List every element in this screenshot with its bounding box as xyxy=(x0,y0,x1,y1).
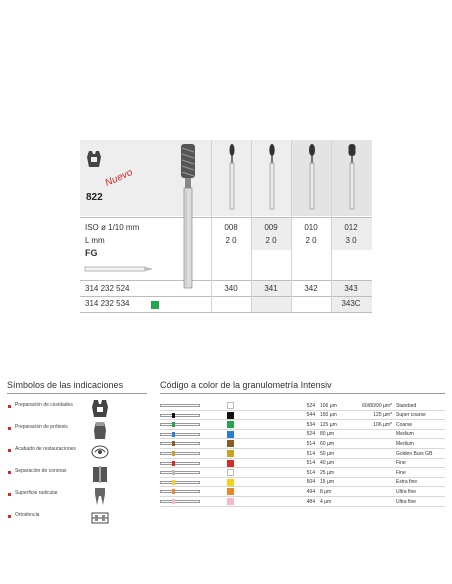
length-label: L mm xyxy=(85,236,105,245)
grit-ring-icon xyxy=(172,461,175,466)
bur-illustration-012 xyxy=(346,140,358,210)
grit-ring-icon xyxy=(172,413,175,418)
grit-name: Coarse xyxy=(396,421,413,428)
indication-item xyxy=(7,464,157,484)
length-value: 3 0 xyxy=(345,236,357,245)
ref-value: 343 xyxy=(344,284,358,293)
grit-micron: 150 µm xyxy=(320,412,337,419)
ref-value: 342 xyxy=(304,284,318,293)
iso-size: 010 xyxy=(304,223,318,232)
grit-name: Extra fine xyxy=(396,479,418,486)
grit-row xyxy=(160,420,445,430)
grit-row xyxy=(160,468,445,478)
indication-label: Acabado de restauraciones xyxy=(15,446,76,452)
grit-color-swatch xyxy=(227,460,234,467)
grit-code: 504 xyxy=(306,479,315,486)
iso-label: ISO ø 1/10 mm xyxy=(85,223,140,232)
grit-row xyxy=(160,430,445,440)
bur-shank-icon xyxy=(160,442,200,445)
grit-name: Standard xyxy=(396,402,417,409)
grit-micron: 60 µm xyxy=(320,440,334,447)
indication-label: Superficie radicular xyxy=(15,490,58,496)
product-table xyxy=(80,140,372,312)
grit-name: Fine xyxy=(396,469,406,476)
grit-row xyxy=(160,497,445,507)
grit-name: Super coarse xyxy=(396,412,426,419)
grit-name: Golden Burs GB xyxy=(396,450,433,457)
indications-title: Símbolos de las indicaciones xyxy=(7,380,124,390)
orthodontics-icon xyxy=(90,508,110,528)
restoration-finish-icon xyxy=(90,442,110,462)
bur-shank-icon xyxy=(160,500,200,503)
bur-shank-icon xyxy=(160,423,200,426)
grit-name: Ultra fine xyxy=(396,488,417,495)
grit-row xyxy=(160,411,445,421)
grit-swatch xyxy=(151,301,159,309)
grit-code: 514 xyxy=(306,440,315,447)
grit-micron: 25 µm xyxy=(320,469,334,476)
grit-color-swatch xyxy=(227,412,234,419)
bullet-icon xyxy=(8,449,11,452)
grit-color-swatch xyxy=(227,431,234,438)
crown-separation-icon xyxy=(90,464,110,484)
bur-shank-icon xyxy=(160,481,200,484)
grit-name: Ultra fine xyxy=(396,498,417,505)
grit-micron: 106 µm xyxy=(320,402,337,409)
grit-color-swatch xyxy=(227,498,234,505)
grit-row xyxy=(160,459,445,469)
product-code: 822 xyxy=(86,192,103,203)
bur-shank-icon xyxy=(160,471,200,474)
grit-code: 534 xyxy=(306,421,315,428)
bur-illustration-009 xyxy=(266,140,278,210)
length-row xyxy=(80,236,372,247)
iso-row xyxy=(80,223,372,234)
grit-row xyxy=(160,449,445,459)
indication-item xyxy=(7,442,157,462)
grit-code: 494 xyxy=(306,488,315,495)
grit-ring-icon xyxy=(172,422,175,427)
grit-code: 524 xyxy=(306,402,315,409)
bur-shank-icon xyxy=(160,452,200,455)
bur-shank-icon xyxy=(160,462,200,465)
indication-item xyxy=(7,486,157,506)
grit-color-swatch xyxy=(227,469,234,476)
indication-item xyxy=(7,398,157,418)
ref-number: 314 232 534 xyxy=(85,299,130,308)
root-surface-icon xyxy=(90,486,110,506)
grit-ring-icon xyxy=(172,470,175,475)
new-badge: Nuevo xyxy=(103,167,135,189)
grit-row xyxy=(160,401,445,411)
ref-value: 343C xyxy=(341,299,361,308)
indication-label: Preparación de cavidades xyxy=(15,402,73,408)
grit-color-swatch xyxy=(227,479,234,486)
cavity-prep-icon xyxy=(90,398,110,418)
grit-code: 524 xyxy=(306,431,315,438)
grit-micron: 125 µm xyxy=(320,421,337,428)
grit-code: 484 xyxy=(306,498,315,505)
grit-color-swatch xyxy=(227,402,234,409)
length-value: 2 0 xyxy=(305,236,317,245)
indication-label: Separación de coronas xyxy=(15,468,67,474)
grit-micron: 50 µm xyxy=(320,450,334,457)
grit-micron: 4 µm xyxy=(320,498,332,505)
grit-ring-icon xyxy=(172,441,175,446)
grit-micron: 80 µm xyxy=(320,431,334,438)
grit-ring-icon xyxy=(172,489,175,494)
grit-ring-icon xyxy=(172,451,175,456)
indication-label: Ortodoncia xyxy=(15,512,40,518)
grit-micron: 40 µm xyxy=(320,460,334,467)
bullet-icon xyxy=(8,515,11,518)
bullet-icon xyxy=(8,405,11,408)
ref-row xyxy=(80,284,372,295)
grit-color-swatch xyxy=(227,450,234,457)
bur-shank-icon xyxy=(160,433,200,436)
grit-name: Fine xyxy=(396,460,406,467)
fg-label: FG xyxy=(85,248,98,258)
grit-row xyxy=(160,478,445,488)
grit-row xyxy=(160,439,445,449)
grit-ring-icon xyxy=(172,480,175,485)
bur-shank-icon xyxy=(160,404,200,407)
grit-ring-icon xyxy=(172,432,175,437)
prosthesis-prep-icon xyxy=(90,420,110,440)
grit-name: Medium xyxy=(396,440,414,447)
ref-value: 340 xyxy=(224,284,238,293)
bullet-icon xyxy=(8,493,11,496)
iso-size: 008 xyxy=(224,223,238,232)
grit-title: Código a color de la granulometría Intensiv xyxy=(160,380,332,390)
bur-shank-icon xyxy=(160,490,200,493)
grit-alt-micron: 60/80/90 µm* xyxy=(362,402,392,409)
grit-color-swatch xyxy=(227,421,234,428)
iso-size: 009 xyxy=(264,223,278,232)
ref-value: 341 xyxy=(264,284,278,293)
tooth-icon xyxy=(86,150,102,168)
grit-micron: 8 µm xyxy=(320,488,332,495)
grit-code: 514 xyxy=(306,450,315,457)
bullet-icon xyxy=(8,471,11,474)
grit-ring-icon xyxy=(172,499,175,504)
grit-code: 544 xyxy=(306,412,315,419)
ref-row xyxy=(80,299,372,310)
grit-color-swatch xyxy=(227,488,234,495)
grit-alt-micron: 106 µm* xyxy=(373,421,392,428)
bur-illustration-010 xyxy=(306,140,318,210)
grit-name: Medium xyxy=(396,431,414,438)
length-value: 2 0 xyxy=(265,236,277,245)
bur-shank-icon xyxy=(160,414,200,417)
grit-alt-micron: 125 µm* xyxy=(373,412,392,419)
bur-illustration-008 xyxy=(226,140,238,210)
ref-number: 314 232 524 xyxy=(85,284,130,293)
indication-item xyxy=(7,508,157,528)
iso-size: 012 xyxy=(344,223,358,232)
grit-ring-icon xyxy=(172,403,175,408)
bullet-icon xyxy=(8,427,11,430)
indication-item xyxy=(7,420,157,440)
grit-color-swatch xyxy=(227,440,234,447)
length-value: 2 0 xyxy=(225,236,237,245)
grit-code: 514 xyxy=(306,469,315,476)
grit-micron: 15 µm xyxy=(320,479,334,486)
indication-label: Preparación de prótesis xyxy=(15,424,68,430)
grit-code: 514 xyxy=(306,460,315,467)
fg-shank-icon xyxy=(84,264,164,274)
grit-row xyxy=(160,487,445,497)
